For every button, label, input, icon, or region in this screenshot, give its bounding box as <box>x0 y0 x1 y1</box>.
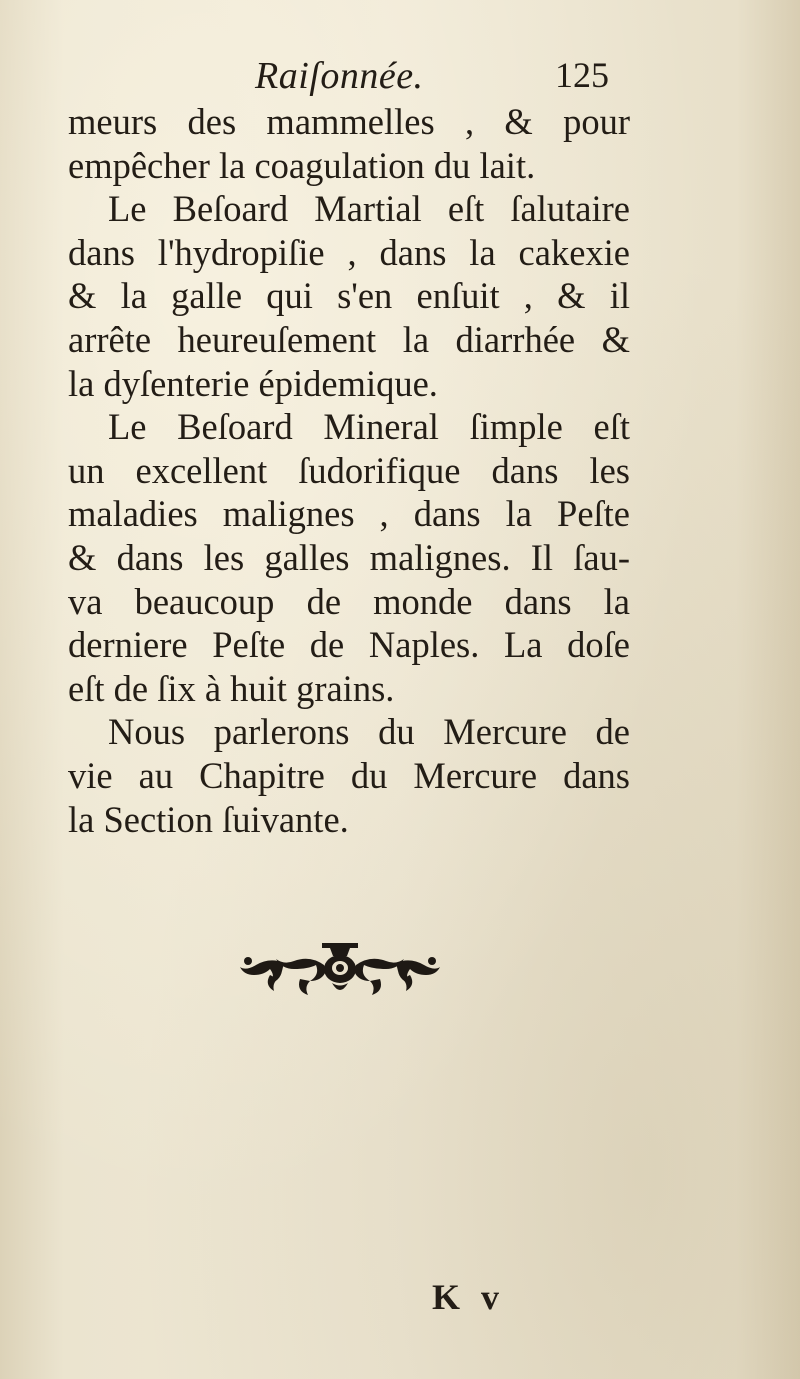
text-line: arrête heureuſement la diarrhée & <box>68 318 630 360</box>
text-line: maladies malignes , dans la Peſte <box>68 493 630 535</box>
text-line: va beaucoup de monde dans la <box>68 580 630 622</box>
text-line: meurs des mammelles , & pour <box>68 101 630 142</box>
text-line: la dyſenterie épidemique. <box>68 362 438 404</box>
page-header <box>0 50 800 100</box>
text-line: Le Beſoard Mineral ſimple eſt <box>108 406 630 448</box>
running-title: Raiſonnée. <box>255 55 424 97</box>
body-text <box>68 100 630 841</box>
signature-mark: K v <box>432 1277 506 1317</box>
text-line: Le Beſoard Martial eſt ſalutaire <box>108 188 630 230</box>
text-line: la Section ſuivante. <box>68 798 349 840</box>
text-line: derniere Peſte de Naples. La doſe <box>68 624 630 666</box>
text-line: dans l'hydropiſie , dans la cakexie <box>68 231 630 273</box>
text-line: empêcher la coagulation du lait. <box>68 144 536 186</box>
page-number: 125 <box>555 55 609 95</box>
text-line: eſt de ſix à huit grains. <box>68 667 395 709</box>
printers-fleuron-icon <box>240 935 440 1005</box>
text-line: un excellent ſudorifique dans les <box>68 449 630 491</box>
text-line: Nous parlerons du Mercure de <box>108 711 630 753</box>
text-line: & dans les galles malignes. Il ſau- <box>68 536 630 578</box>
text-line: & la galle qui s'en enſuit , & il <box>68 275 630 317</box>
text-line: vie au Chapitre du Mercure dans <box>68 754 630 796</box>
